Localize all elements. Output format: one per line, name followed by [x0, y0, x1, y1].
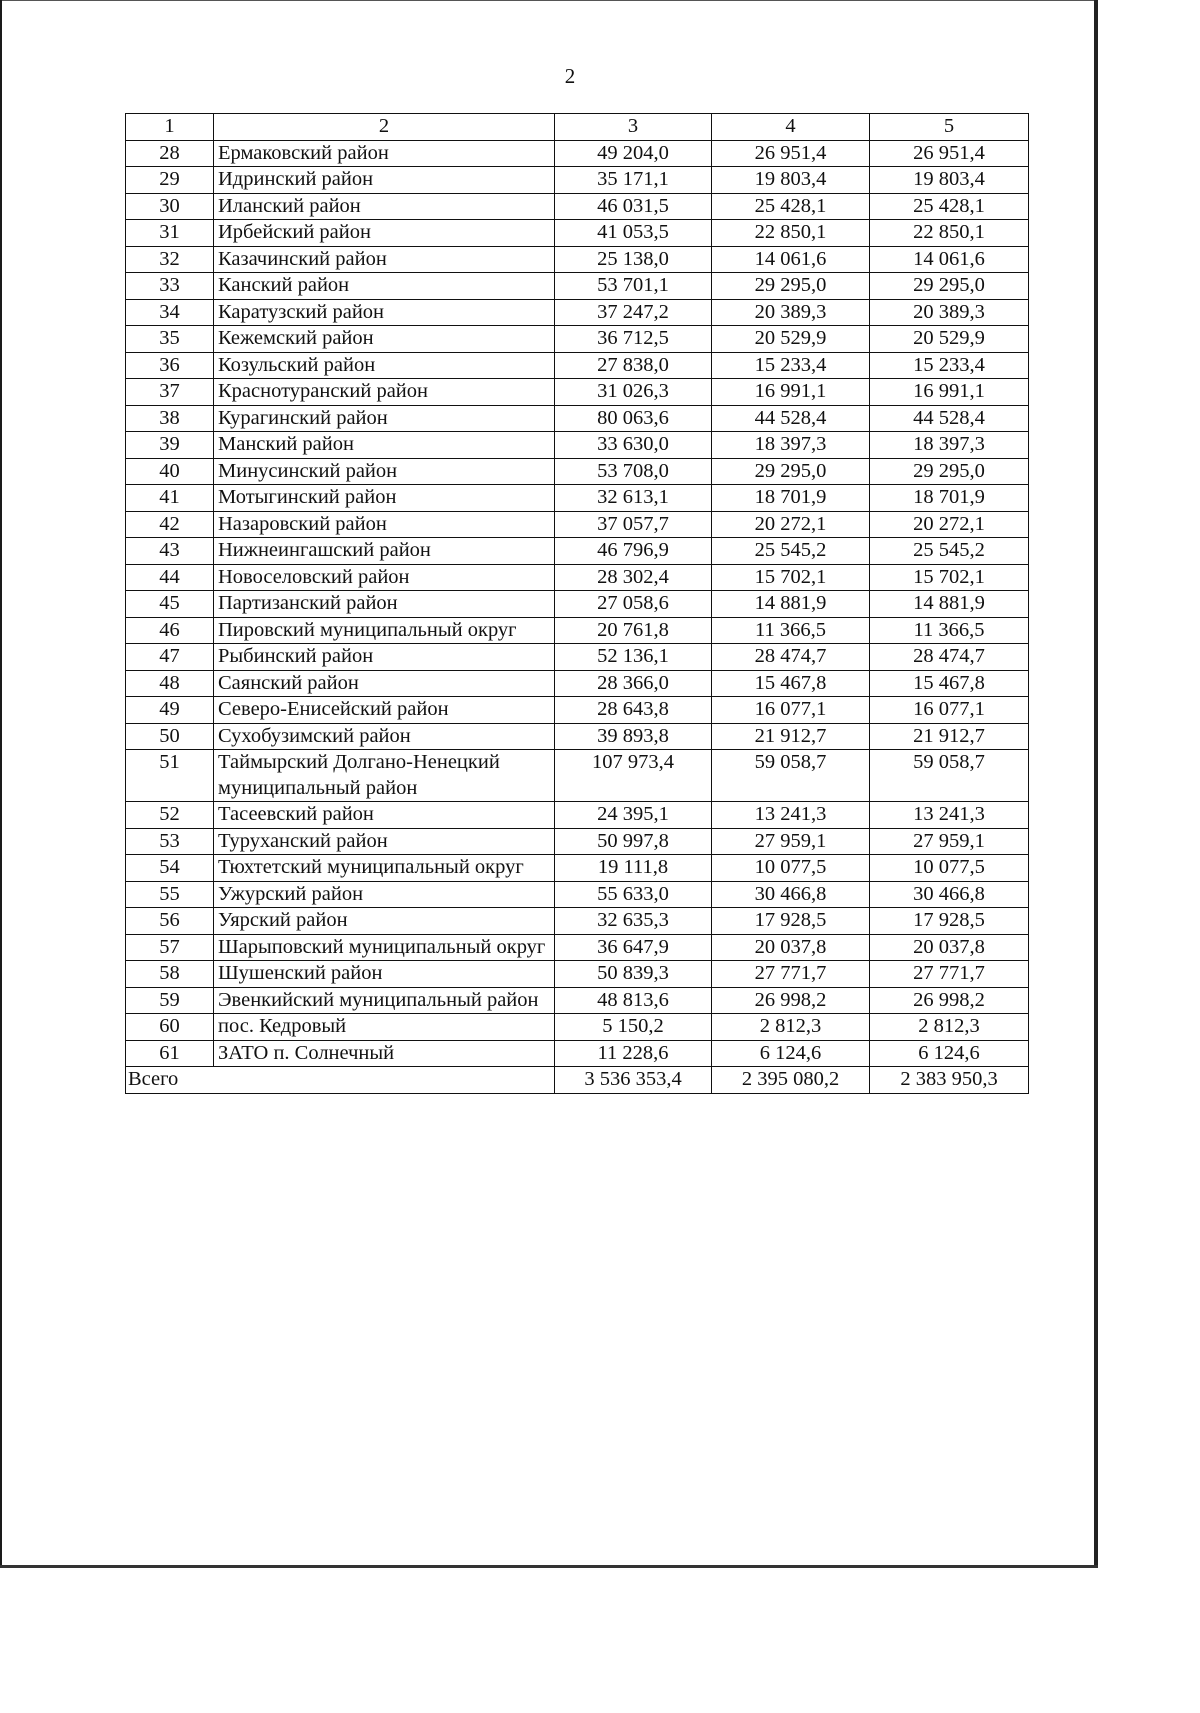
value-cell-col3: 19 111,8	[555, 855, 712, 882]
row-number-cell: 57	[126, 934, 214, 961]
value-cell-col5: 27 959,1	[870, 828, 1029, 855]
value-cell-col3: 32 635,3	[555, 908, 712, 935]
table-row	[126, 432, 1029, 459]
value-cell-col4: 14 881,9	[712, 591, 870, 618]
municipality-name-cell: Шушенский район	[214, 961, 555, 988]
table-row	[126, 220, 1029, 247]
row-number-cell: 37	[126, 379, 214, 406]
value-cell-col5: 20 389,3	[870, 299, 1029, 326]
table-row	[126, 352, 1029, 379]
table-row	[126, 485, 1029, 512]
value-cell-col3: 48 813,6	[555, 987, 712, 1014]
value-cell-col5: 30 466,8	[870, 881, 1029, 908]
municipality-name-cell: Краснотуранский район	[214, 379, 555, 406]
value-cell-col5: 10 077,5	[870, 855, 1029, 882]
table-row	[126, 564, 1029, 591]
municipality-name-cell: Тасеевский район	[214, 802, 555, 829]
municipality-name-cell: Уярский район	[214, 908, 555, 935]
value-cell-col4: 30 466,8	[712, 881, 870, 908]
table-row	[126, 405, 1029, 432]
row-number-cell: 52	[126, 802, 214, 829]
value-cell-col4: 17 928,5	[712, 908, 870, 935]
table-row	[126, 193, 1029, 220]
value-cell-col4: 18 397,3	[712, 432, 870, 459]
value-cell-col3: 5 150,2	[555, 1014, 712, 1041]
table-row	[126, 617, 1029, 644]
value-cell-col3: 35 171,1	[555, 167, 712, 194]
value-cell-col3: 50 839,3	[555, 961, 712, 988]
value-cell-col3: 37 057,7	[555, 511, 712, 538]
row-number-cell: 44	[126, 564, 214, 591]
table-row	[126, 299, 1029, 326]
value-cell-col5: 17 928,5	[870, 908, 1029, 935]
municipality-name-cell: Таймырский Долгано-Ненецкий муниципальный район	[214, 750, 555, 802]
value-cell-col4: 15 467,8	[712, 670, 870, 697]
value-cell-col3: 11 228,6	[555, 1040, 712, 1067]
value-cell-col4: 16 077,1	[712, 697, 870, 724]
value-cell-col3: 27 838,0	[555, 352, 712, 379]
municipality-name-cell: Ермаковский район	[214, 140, 555, 167]
row-number-cell: 59	[126, 987, 214, 1014]
row-number-cell: 47	[126, 644, 214, 671]
scan-edge-top	[0, 0, 1098, 1]
value-cell-col4: 11 366,5	[712, 617, 870, 644]
municipality-name-cell: Идринский район	[214, 167, 555, 194]
value-cell-col4: 15 702,1	[712, 564, 870, 591]
value-cell-col3: 28 366,0	[555, 670, 712, 697]
value-cell-col5: 22 850,1	[870, 220, 1029, 247]
value-cell-col3: 24 395,1	[555, 802, 712, 829]
value-cell-col3: 46 031,5	[555, 193, 712, 220]
value-cell-col5: 13 241,3	[870, 802, 1029, 829]
scan-edge-bottom	[0, 1565, 1098, 1568]
municipality-name-cell: Кежемский район	[214, 326, 555, 353]
value-cell-col5: 26 951,4	[870, 140, 1029, 167]
value-cell-col3: 36 647,9	[555, 934, 712, 961]
municipality-name-cell: Эвенкийский муниципальный район	[214, 987, 555, 1014]
total-value: 3 536 353,4	[555, 1067, 712, 1094]
value-cell-col3: 32 613,1	[555, 485, 712, 512]
value-cell-col5: 15 233,4	[870, 352, 1029, 379]
municipality-name-cell: Сухобузимский район	[214, 723, 555, 750]
value-cell-col4: 27 959,1	[712, 828, 870, 855]
municipality-name-cell: Минусинский район	[214, 458, 555, 485]
value-cell-col4: 16 991,1	[712, 379, 870, 406]
value-cell-col3: 36 712,5	[555, 326, 712, 353]
value-cell-col3: 28 302,4	[555, 564, 712, 591]
page-number: 2	[564, 64, 576, 88]
row-number-cell: 38	[126, 405, 214, 432]
value-cell-col3: 33 630,0	[555, 432, 712, 459]
value-cell-col5: 29 295,0	[870, 458, 1029, 485]
value-cell-col4: 13 241,3	[712, 802, 870, 829]
value-cell-col4: 26 951,4	[712, 140, 870, 167]
municipality-name-cell: Каратузский район	[214, 299, 555, 326]
value-cell-col4: 18 701,9	[712, 485, 870, 512]
table-row	[126, 934, 1029, 961]
value-cell-col5: 16 077,1	[870, 697, 1029, 724]
value-cell-col5: 6 124,6	[870, 1040, 1029, 1067]
value-cell-col4: 10 077,5	[712, 855, 870, 882]
table-row	[126, 987, 1029, 1014]
row-number-cell: 55	[126, 881, 214, 908]
municipality-name-cell: Манский район	[214, 432, 555, 459]
value-cell-col3: 25 138,0	[555, 246, 712, 273]
municipality-name-cell: Нижнеингашский район	[214, 538, 555, 565]
table-row	[126, 908, 1029, 935]
row-number-cell: 45	[126, 591, 214, 618]
municipality-name-cell: Мотыгинский район	[214, 485, 555, 512]
value-cell-col4: 20 389,3	[712, 299, 870, 326]
value-cell-col5: 59 058,7	[870, 750, 1029, 802]
value-cell-col5: 26 998,2	[870, 987, 1029, 1014]
table-row	[126, 326, 1029, 353]
table-row	[126, 511, 1029, 538]
table-row	[126, 723, 1029, 750]
value-cell-col4: 15 233,4	[712, 352, 870, 379]
value-cell-col3: 27 058,6	[555, 591, 712, 618]
header-cell: 3	[555, 114, 712, 141]
municipality-name-cell: Казачинский район	[214, 246, 555, 273]
value-cell-col4: 26 998,2	[712, 987, 870, 1014]
municipality-name-cell: Туруханский район	[214, 828, 555, 855]
value-cell-col5: 20 272,1	[870, 511, 1029, 538]
table-row	[126, 881, 1029, 908]
value-cell-col5: 14 061,6	[870, 246, 1029, 273]
table-row	[126, 644, 1029, 671]
municipality-name-cell: Шарыповский муниципальный округ	[214, 934, 555, 961]
row-number-cell: 49	[126, 697, 214, 724]
value-cell-col5: 25 428,1	[870, 193, 1029, 220]
row-number-cell: 60	[126, 1014, 214, 1041]
value-cell-col4: 28 474,7	[712, 644, 870, 671]
value-cell-col3: 49 204,0	[555, 140, 712, 167]
total-label: Всего	[126, 1067, 555, 1094]
value-cell-col5: 11 366,5	[870, 617, 1029, 644]
table-row	[126, 538, 1029, 565]
value-cell-col5: 16 991,1	[870, 379, 1029, 406]
value-cell-col4: 20 529,9	[712, 326, 870, 353]
value-cell-col5: 15 467,8	[870, 670, 1029, 697]
value-cell-col3: 107 973,4	[555, 750, 712, 802]
value-cell-col4: 20 272,1	[712, 511, 870, 538]
value-cell-col3: 39 893,8	[555, 723, 712, 750]
value-cell-col4: 29 295,0	[712, 273, 870, 300]
value-cell-col3: 52 136,1	[555, 644, 712, 671]
header-cell: 4	[712, 114, 870, 141]
municipality-name-cell: Тюхтетский муниципальный округ	[214, 855, 555, 882]
value-cell-col3: 50 997,8	[555, 828, 712, 855]
table-body	[126, 140, 1029, 1067]
value-cell-col5: 18 701,9	[870, 485, 1029, 512]
value-cell-col4: 27 771,7	[712, 961, 870, 988]
table-row	[126, 1014, 1029, 1041]
value-cell-col4: 59 058,7	[712, 750, 870, 802]
municipality-name-cell: Рыбинский район	[214, 644, 555, 671]
table-row	[126, 802, 1029, 829]
table-row	[126, 458, 1029, 485]
row-number-cell: 43	[126, 538, 214, 565]
table-row	[126, 670, 1029, 697]
municipality-name-cell: Новоселовский район	[214, 564, 555, 591]
value-cell-col5: 20 529,9	[870, 326, 1029, 353]
value-cell-col4: 44 528,4	[712, 405, 870, 432]
table-row	[126, 246, 1029, 273]
row-number-cell: 42	[126, 511, 214, 538]
row-number-cell: 34	[126, 299, 214, 326]
municipality-name-cell: Иланский район	[214, 193, 555, 220]
value-cell-col3: 53 708,0	[555, 458, 712, 485]
total-row	[126, 1067, 1029, 1094]
row-number-cell: 31	[126, 220, 214, 247]
value-cell-col3: 46 796,9	[555, 538, 712, 565]
value-cell-col3: 41 053,5	[555, 220, 712, 247]
municipality-name-cell: Северо-Енисейский район	[214, 697, 555, 724]
row-number-cell: 41	[126, 485, 214, 512]
row-number-cell: 54	[126, 855, 214, 882]
municipality-name-cell: Саянский район	[214, 670, 555, 697]
table-row	[126, 961, 1029, 988]
value-cell-col3: 28 643,8	[555, 697, 712, 724]
row-number-cell: 40	[126, 458, 214, 485]
table-row	[126, 591, 1029, 618]
table-row	[126, 855, 1029, 882]
row-number-cell: 53	[126, 828, 214, 855]
municipality-name-cell: ЗАТО п. Солнечный	[214, 1040, 555, 1067]
value-cell-col5: 19 803,4	[870, 167, 1029, 194]
municipality-name-cell: Назаровский район	[214, 511, 555, 538]
municipality-name-cell: Козульский район	[214, 352, 555, 379]
row-number-cell: 48	[126, 670, 214, 697]
value-cell-col3: 55 633,0	[555, 881, 712, 908]
row-number-cell: 33	[126, 273, 214, 300]
table-row	[126, 750, 1029, 802]
table-row	[126, 697, 1029, 724]
value-cell-col3: 80 063,6	[555, 405, 712, 432]
value-cell-col4: 20 037,8	[712, 934, 870, 961]
value-cell-col4: 2 812,3	[712, 1014, 870, 1041]
value-cell-col5: 21 912,7	[870, 723, 1029, 750]
row-number-cell: 51	[126, 750, 214, 802]
scan-edge-right	[1094, 0, 1098, 1568]
municipality-name-cell: пос. Кедровый	[214, 1014, 555, 1041]
row-number-cell: 36	[126, 352, 214, 379]
row-number-cell: 30	[126, 193, 214, 220]
header-cell: 2	[214, 114, 555, 141]
table-header-row	[126, 114, 1029, 141]
value-cell-col4: 29 295,0	[712, 458, 870, 485]
value-cell-col5: 29 295,0	[870, 273, 1029, 300]
row-number-cell: 35	[126, 326, 214, 353]
value-cell-col5: 20 037,8	[870, 934, 1029, 961]
value-cell-col4: 14 061,6	[712, 246, 870, 273]
value-cell-col5: 14 881,9	[870, 591, 1029, 618]
table-row	[126, 1040, 1029, 1067]
municipality-name-cell: Канский район	[214, 273, 555, 300]
value-cell-col3: 37 247,2	[555, 299, 712, 326]
value-cell-col5: 25 545,2	[870, 538, 1029, 565]
value-cell-col4: 25 428,1	[712, 193, 870, 220]
data-table	[125, 113, 1029, 1094]
row-number-cell: 58	[126, 961, 214, 988]
header-cell: 1	[126, 114, 214, 141]
table-row	[126, 273, 1029, 300]
value-cell-col4: 25 545,2	[712, 538, 870, 565]
row-number-cell: 29	[126, 167, 214, 194]
value-cell-col4: 22 850,1	[712, 220, 870, 247]
value-cell-col5: 15 702,1	[870, 564, 1029, 591]
value-cell-col4: 21 912,7	[712, 723, 870, 750]
municipality-name-cell: Курагинский район	[214, 405, 555, 432]
row-number-cell: 46	[126, 617, 214, 644]
municipality-name-cell: Ирбейский район	[214, 220, 555, 247]
header-cell: 5	[870, 114, 1029, 141]
row-number-cell: 28	[126, 140, 214, 167]
table-row	[126, 167, 1029, 194]
row-number-cell: 39	[126, 432, 214, 459]
row-number-cell: 32	[126, 246, 214, 273]
municipality-name-cell: Партизанский район	[214, 591, 555, 618]
total-value: 2 383 950,3	[870, 1067, 1029, 1094]
municipality-name-cell: Пировский муниципальный округ	[214, 617, 555, 644]
value-cell-col5: 2 812,3	[870, 1014, 1029, 1041]
value-cell-col4: 6 124,6	[712, 1040, 870, 1067]
value-cell-col5: 18 397,3	[870, 432, 1029, 459]
row-number-cell: 50	[126, 723, 214, 750]
value-cell-col5: 28 474,7	[870, 644, 1029, 671]
row-number-cell: 56	[126, 908, 214, 935]
scan-edge-left	[0, 0, 2, 1568]
value-cell-col5: 44 528,4	[870, 405, 1029, 432]
total-value: 2 395 080,2	[712, 1067, 870, 1094]
value-cell-col3: 31 026,3	[555, 379, 712, 406]
value-cell-col3: 53 701,1	[555, 273, 712, 300]
value-cell-col5: 27 771,7	[870, 961, 1029, 988]
municipality-name-cell: Ужурский район	[214, 881, 555, 908]
value-cell-col4: 19 803,4	[712, 167, 870, 194]
table-row	[126, 140, 1029, 167]
value-cell-col3: 20 761,8	[555, 617, 712, 644]
row-number-cell: 61	[126, 1040, 214, 1067]
table-row	[126, 379, 1029, 406]
table-row	[126, 828, 1029, 855]
